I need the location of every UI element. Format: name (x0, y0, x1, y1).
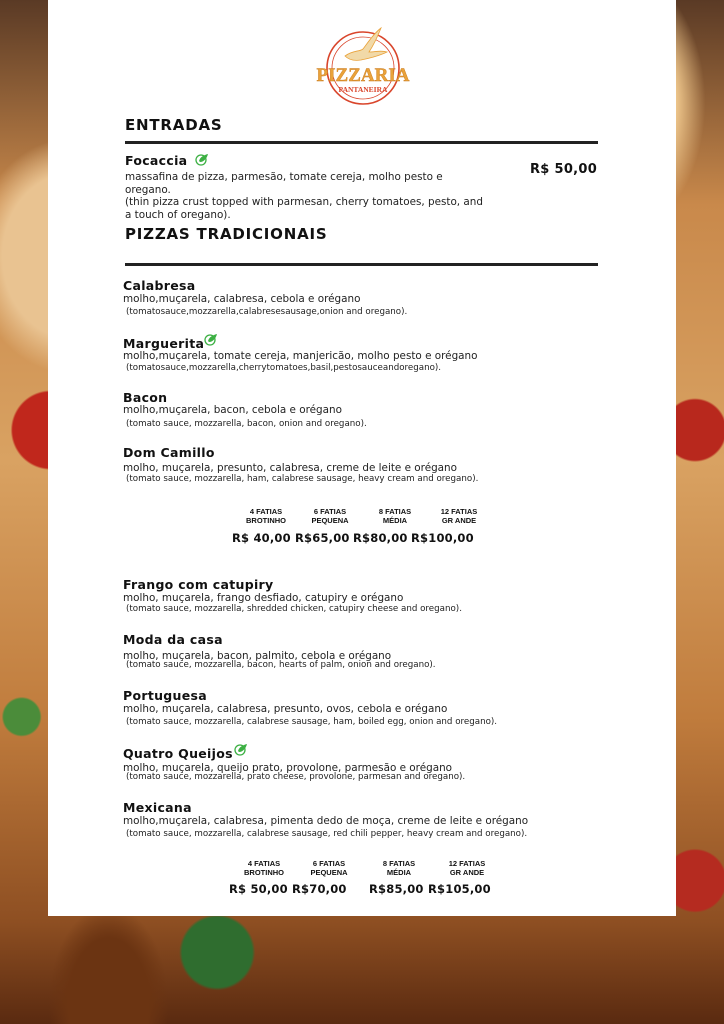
item-name: Portuguesa (123, 688, 207, 703)
menu-item-moda-da-casa (123, 632, 223, 647)
item-translation: (tomato sauce, mozzarella, shredded chicken, catupiry cheese and oregano). (126, 604, 462, 614)
item-description: molho, muçarela, queijo prato, provolone, parmesão e orégano (123, 762, 453, 774)
pizzaria-logo (315, 22, 411, 114)
item-translation: (tomatosauce,mozzarella,cherrytomatoes,basil,pestosauceandoregano). (126, 363, 442, 373)
item-description: molho, muçarela, frango desfiado, catupiry e orégano (123, 592, 404, 604)
item-name: Quatro Queijos (123, 746, 233, 761)
menu-item-calabresa (123, 278, 196, 293)
item-name: Marguerita (123, 336, 205, 351)
item-description: molho, muçarela, calabresa, presunto, ovos, cebola e orégano (123, 703, 448, 715)
size-label: 12 FATIAS GR ANDE (440, 507, 478, 525)
vegetarian-leaf-icon (204, 333, 218, 346)
size-label: 6 FATIAS PEQUENA (310, 859, 348, 877)
item-name: Dom Camillo (123, 445, 215, 460)
menu-item-quatro-queijos (123, 743, 248, 761)
item-name: Focaccia (125, 153, 188, 168)
size-price: R$65,00 (295, 531, 350, 545)
item-name: Mexicana (123, 800, 192, 815)
size-label: 8 FATIAS MÉDIA (382, 859, 416, 877)
item-price: R$ 50,00 (530, 162, 598, 177)
menu-item-marguerita (123, 333, 218, 351)
size-price: R$ 50,00 (229, 882, 288, 896)
item-translation: (tomato sauce, mozzarella, ham, calabrese sausage, heavy cream and oregano). (126, 474, 479, 484)
item-description: molho,muçarela, calabresa, cebola e orégano (123, 293, 361, 305)
size-price: R$100,00 (411, 531, 474, 545)
menu-item-dom-camillo (123, 445, 215, 460)
section-title-tradicionais: PIZZAS TRADICIONAIS (125, 225, 328, 243)
menu-item-portuguesa (123, 688, 207, 703)
vegetarian-leaf-icon (234, 743, 248, 756)
item-name: Bacon (123, 390, 168, 405)
size-label: 4 FATIAS BROTINHO (246, 507, 286, 525)
item-translation: (thin pizza crust topped with parmesan, cherry tomatoes, pesto, and (125, 196, 483, 208)
section-divider (125, 263, 598, 266)
size-price: R$ 40,00 (232, 531, 291, 545)
logo-text-sub: PANTANEIRA (338, 85, 388, 94)
size-label: 8 FATIAS MÉDIA (378, 507, 412, 525)
size-label: 6 FATIAS PEQUENA (311, 507, 349, 525)
item-description: molho,muçarela, bacon, cebola e orégano (123, 404, 342, 416)
item-translation: (tomato sauce, mozzarella, calabrese sausage, red chili pepper, heavy cream and oregano). (126, 829, 528, 839)
item-translation: a touch of oregano). (125, 209, 231, 221)
size-price: R$105,00 (428, 882, 491, 896)
item-translation: (tomato sauce, mozzarella, prato cheese, provolone, parmesan and oregano). (126, 772, 466, 782)
menu-page (48, 0, 676, 916)
menu-item-bacon (123, 390, 167, 405)
item-translation: (tomato sauce, mozzarella, bacon, hearts of palm, onion and oregano). (126, 660, 436, 670)
item-translation: (tomato sauce, mozzarella, bacon, onion and oregano). (126, 419, 367, 429)
logo-emblem-icon (315, 22, 411, 114)
item-name: Calabresa (123, 278, 196, 293)
item-name: Frango com catupiry (123, 577, 274, 592)
size-price: R$70,00 (292, 882, 347, 896)
size-price: R$80,00 (353, 531, 408, 545)
item-translation: (tomatosauce,mozzarella,calabresesausage,onion and oregano). (126, 307, 408, 317)
vegetarian-leaf-icon (195, 153, 209, 166)
item-description: molho,muçarela, calabresa, pimenta dedo de moça, creme de leite e orégano (123, 815, 529, 827)
item-translation: (tomato sauce, mozzarella, calabrese sausage, ham, boiled egg, onion and oregano). (126, 717, 498, 727)
size-label: 4 FATIAS BROTINHO (244, 859, 284, 877)
menu-item-mexicana (123, 800, 192, 815)
item-name: Moda da casa (123, 632, 223, 647)
section-title-entradas: ENTRADAS (125, 116, 223, 134)
item-description: oregano. (125, 184, 171, 196)
menu-item-frango-com-catupiry (123, 577, 273, 592)
section-divider (125, 141, 598, 144)
item-description: molho,muçarela, tomate cereja, manjericão, molho pesto e orégano (123, 350, 478, 362)
size-label: 12 FATIAS GR ANDE (448, 859, 486, 877)
logo-text-main: PIZZARIA (316, 65, 410, 86)
item-description: molho, muçarela, bacon, palmito, cebola e orégano (123, 650, 392, 662)
item-description: massafina de pizza, parmesão, tomate cereja, molho pesto e (125, 171, 443, 183)
size-price: R$85,00 (369, 882, 424, 896)
menu-item-focaccia (125, 153, 209, 168)
item-description: molho, muçarela, presunto, calabresa, creme de leite e orégano (123, 462, 457, 474)
